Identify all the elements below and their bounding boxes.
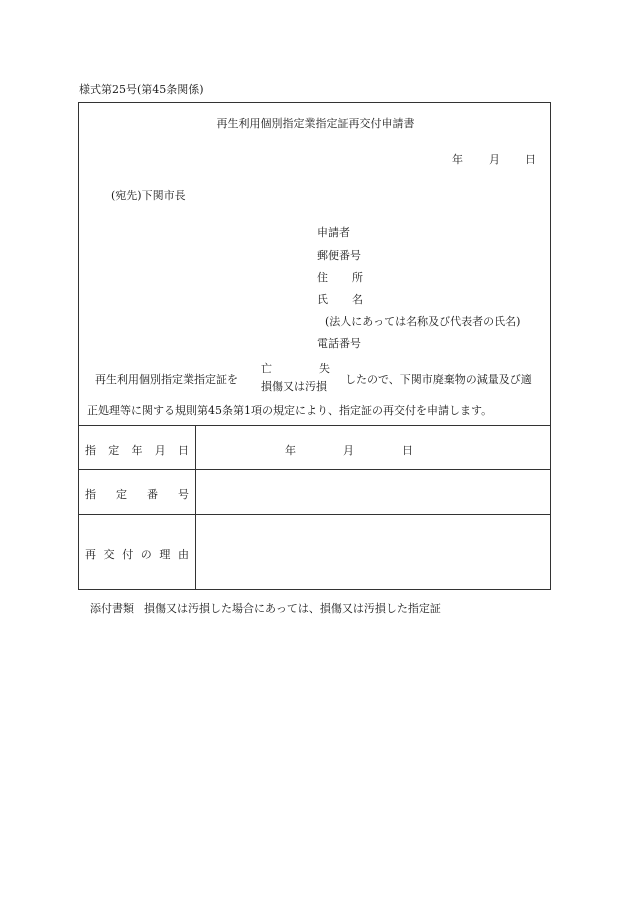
attachment-label: 添付書類 — [90, 602, 134, 615]
address-label: 住 所 — [317, 271, 363, 284]
attachment-text: 損傷又は汚損した場合にあっては、損傷又は汚損した指定証 — [144, 602, 441, 615]
postal-code-label: 郵便番号 — [317, 249, 361, 262]
option-lost-char-2: 失 — [319, 362, 330, 375]
applicant-heading: 申請者 — [317, 226, 350, 239]
date-month-label: 月 — [489, 153, 500, 166]
reissue-reason-label: 再 交 付 の 理 由 — [85, 548, 189, 561]
statement-lead: 再生利用個別指定業指定証を — [95, 373, 238, 386]
form-number: 様式第25号(第45条関係) — [79, 83, 204, 96]
phone-label: 電話番号 — [317, 337, 361, 350]
option-damaged: 損傷又は汚損 — [261, 380, 327, 393]
table-column-divider — [195, 425, 196, 589]
name-label: 氏 名 — [317, 293, 363, 306]
date-day-label: 日 — [525, 153, 536, 166]
corporate-note: (法人にあっては名称及び代表者の氏名) — [325, 315, 521, 328]
table-top-rule — [79, 425, 550, 426]
statement-tail: したので、下関市廃棄物の減量及び適 — [345, 373, 532, 386]
table-row-rule-2 — [79, 514, 550, 515]
designation-day: 日 — [402, 444, 413, 457]
attachment-note — [90, 600, 441, 616]
table-row-rule-1 — [79, 469, 550, 470]
designation-year: 年 — [285, 444, 296, 457]
form-title: 再生利用個別指定業指定証再交付申請書 — [216, 117, 415, 130]
recipient: (宛先)下関市長 — [111, 189, 186, 202]
statement-line-2: 正処理等に関する規則第45条第1項の規定により、指定証の再交付を申請します。 — [87, 404, 493, 417]
date-year-label: 年 — [452, 153, 463, 166]
designation-month: 月 — [343, 444, 354, 457]
application-form-frame — [78, 102, 551, 590]
designation-number-label: 指 定 番 号 — [85, 488, 189, 501]
option-lost-char-1: 亡 — [261, 362, 272, 375]
designation-date-label: 指 定 年 月 日 — [85, 444, 189, 457]
